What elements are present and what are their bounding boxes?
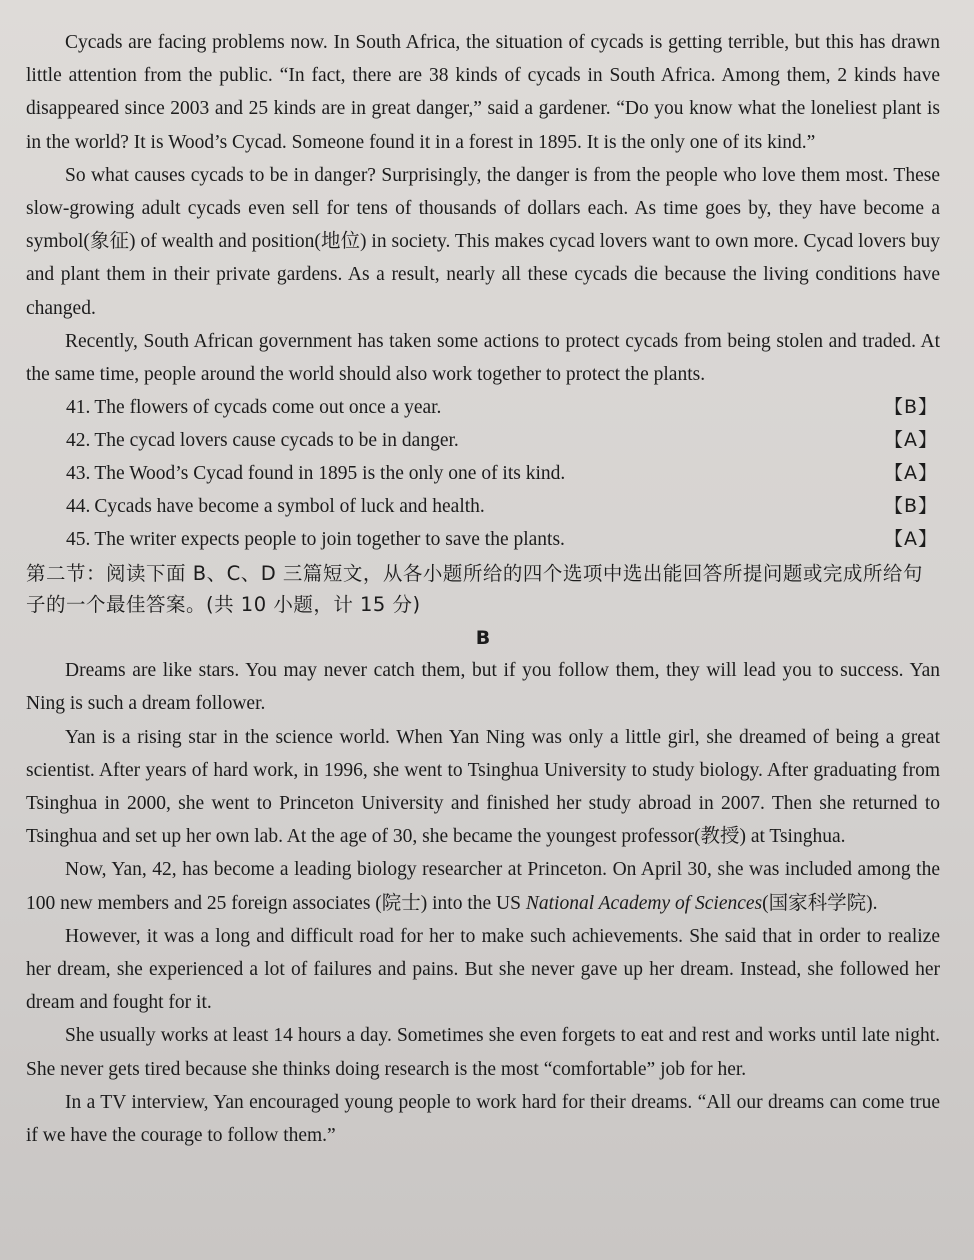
answer-mark: 【B】	[883, 396, 938, 419]
answer-mark: 【B】	[883, 495, 938, 518]
passage-b-paragraph-2: Yan is a rising star in the science world. When Yan Ning was only a little girl, she dreamed of being a great scientist. After years of hard work, in 1996, she went to Tsinghua University to study biology. After graduating from Tsinghua in 2000, she went to Princeton University and finished her study abroad in 2007. Then she returned to Tsinghua and set up her own lab. At the age of 30, she became the youngest professor(教授) at Tsinghua.	[26, 726, 940, 848]
question-number: 43.	[66, 463, 91, 485]
answer-mark: 【A】	[884, 528, 938, 551]
passage-b-paragraph-6: In a TV interview, Yan encouraged young people to work hard for their dreams. “All our dreams can come true if we have the courage to follow them.”	[26, 1091, 940, 1147]
question-45	[26, 523, 940, 556]
question-statement: The writer expects people to join together to save the plants.	[94, 529, 565, 551]
passage-b	[26, 654, 940, 1152]
question-number: 45.	[66, 529, 91, 551]
question-number: 44.	[66, 496, 91, 518]
passage-b-paragraph-3	[26, 853, 940, 919]
true-false-questions	[26, 391, 940, 556]
answer-mark: 【A】	[884, 429, 938, 452]
passage-b-paragraph-4: However, it was a long and difficult road for her to make such achievements. She said that in order to realize her dream, she experienced a lot of failures and pains. But she never gave up her dream. Instead, she followed her dream and fought for it.	[26, 925, 940, 1014]
question-number: 41.	[66, 397, 91, 419]
question-43	[26, 457, 940, 490]
question-number: 42.	[66, 430, 91, 452]
passage-a	[26, 26, 940, 391]
passage-a-paragraph-3: Recently, South African government has taken some actions to protect cycads from being stolen and traded. At the same time, people around the world should also work together to protect the plants.	[26, 330, 940, 386]
question-statement: Cycads have become a symbol of luck and health.	[94, 496, 485, 518]
paragraph-3-tail: (国家科学院).	[762, 892, 878, 914]
passage-b-paragraph-5: She usually works at least 14 hours a day. Sometimes she even forgets to eat and rest and works until late night. She never gets tired because she thinks doing research is the most “comfortable” job for her.	[26, 1025, 940, 1080]
question-statement: The cycad lovers cause cycads to be in danger.	[94, 430, 459, 452]
question-42	[26, 424, 940, 457]
question-statement: The Wood’s Cycad found in 1895 is the only one of its kind.	[94, 463, 566, 485]
passage-b-letter: B	[475, 627, 491, 650]
academy-name: National Academy of Sciences	[525, 892, 763, 914]
passage-b-paragraph-1: Dreams are like stars. You may never catch them, but if you follow them, they will lead you to success. Yan Ning is such a dream follower.	[26, 660, 940, 715]
passage-a-paragraph-1: Cycads are facing problems now. In South Africa, the situation of cycads is getting terrible, but this has drawn little attention from the public. “In fact, there are 38 kinds of cycads in South Africa. Among them, 2 kinds have disappeared since 2003 and 25 kinds are in great danger,” said a gardener. “Do you know what the loneliest plant is in the world? It is Wood’s Cycad. Someone found it in a forest in 1895. It is the only one of its kind.”	[26, 32, 940, 153]
question-statement: The flowers of cycads come out once a year.	[94, 397, 442, 419]
passage-a-paragraph-2: So what causes cycads to be in danger? Surprisingly, the danger is from the people who love them most. These slow-growing adult cycads even sell for tens of thousands of dollars each. As time goes by, they have become a symbol(象征) of wealth and position(地位) in society. This makes cycad lovers want to own more. Cycad lovers buy and plant them in their private gardens. As a result, nearly all these cycads die because the living conditions have changed.	[26, 164, 940, 319]
section-2-heading: 第二节：阅读下面 B、C、D 三篇短文，从各小题所给的四个选项中选出能回答所提问题或完成所给句子的一个最佳答案。(共 10 小题，计 15 分)	[26, 562, 923, 617]
answer-mark: 【A】	[884, 462, 938, 485]
paragraph-3-text: Now, Yan, 42, has become a leading biology researcher at Princeton. On April 30, she was included among the 100 new members and 25 foreign associates (院士) into the US	[26, 859, 940, 914]
question-44	[26, 490, 940, 523]
question-41	[26, 391, 940, 424]
